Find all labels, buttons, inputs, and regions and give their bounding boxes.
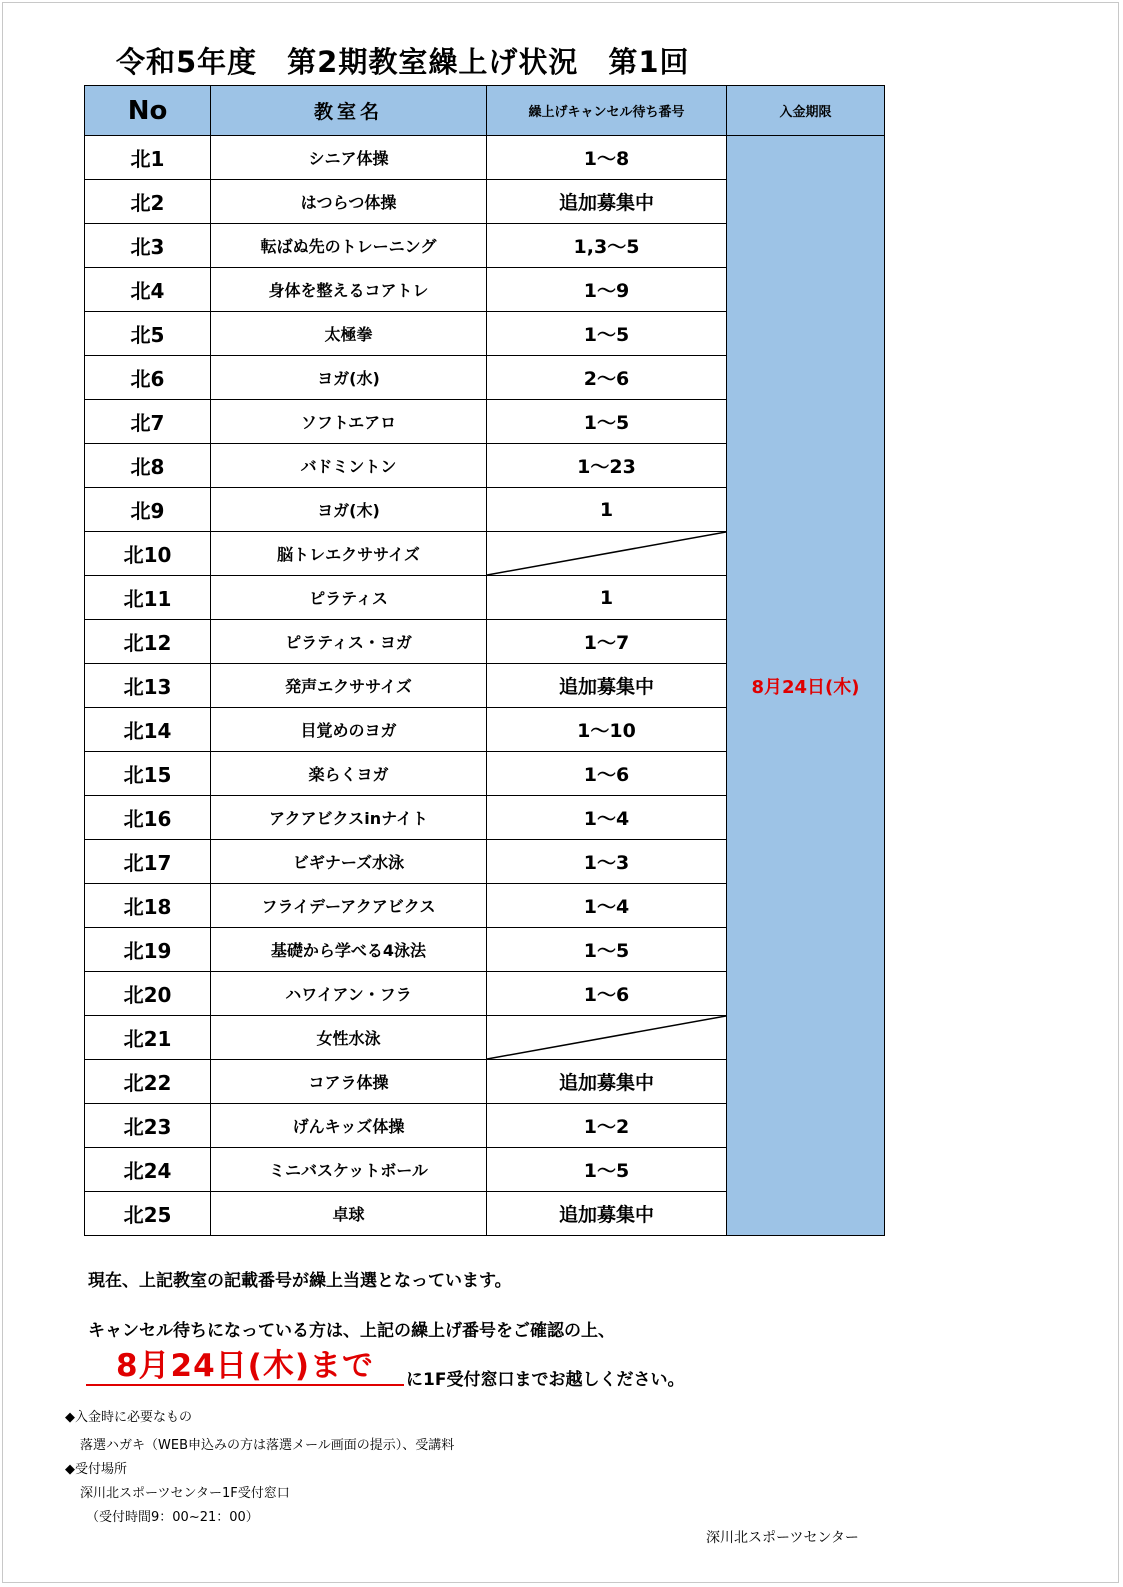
row-classroom-name: 身体を整えるコアトレ	[211, 268, 487, 312]
row-no: 北21	[85, 1016, 211, 1060]
row-classroom-name: 転ばぬ先のトレーニング	[211, 224, 487, 268]
row-no: 北13	[85, 664, 211, 708]
row-no: 北18	[85, 884, 211, 928]
row-classroom-name: 基礎から学べる4泳法	[211, 928, 487, 972]
row-waitlist-number: 1〜7	[487, 620, 727, 664]
header-waitlist-number: 繰上げキャンセル待ち番号	[487, 86, 727, 136]
row-waitlist-number: 1〜2	[487, 1104, 727, 1148]
row-no: 北9	[85, 488, 211, 532]
row-classroom-name: シニア体操	[211, 136, 487, 180]
reception-place-heading: ◆受付場所	[65, 1462, 127, 1477]
table-body	[85, 136, 885, 1236]
row-waitlist-number: 1〜6	[487, 972, 727, 1016]
table-header-row	[85, 86, 885, 136]
row-classroom-name: ピラティス・ヨガ	[211, 620, 487, 664]
row-waitlist-number: 追加募集中	[487, 1060, 727, 1104]
classroom-status-table	[84, 85, 885, 1236]
row-no: 北17	[85, 840, 211, 884]
row-classroom-name: 目覚めのヨガ	[211, 708, 487, 752]
row-no: 北24	[85, 1148, 211, 1192]
row-no: 北11	[85, 576, 211, 620]
reception-place: 深川北スポーツセンター1F受付窓口	[80, 1486, 290, 1501]
diagonal-slash	[487, 532, 726, 575]
row-no: 北5	[85, 312, 211, 356]
row-classroom-name: 発声エクササイズ	[211, 664, 487, 708]
row-no: 北1	[85, 136, 211, 180]
row-waitlist-number: 1	[487, 488, 727, 532]
row-classroom-name: ソフトエアロ	[211, 400, 487, 444]
footer-organization: 深川北スポーツセンター	[706, 1530, 859, 1546]
row-waitlist-number: 1〜4	[487, 884, 727, 928]
row-waitlist-number: 追加募集中	[487, 1192, 727, 1236]
row-no: 北12	[85, 620, 211, 664]
row-no: 北14	[85, 708, 211, 752]
row-waitlist-number: 1〜5	[487, 400, 727, 444]
header-classroom-name: 教室名	[211, 86, 487, 136]
notice-deadline-suffix: に1F受付窓口までお越しください。	[406, 1370, 685, 1390]
row-waitlist-number: 1〜5	[487, 312, 727, 356]
row-classroom-name: ハワイアン・フラ	[211, 972, 487, 1016]
row-no: 北10	[85, 532, 211, 576]
notice-line-2: キャンセル待ちになっている方は、上記の繰上げ番号をご確認の上、	[88, 1321, 615, 1341]
row-waitlist-number: 1〜23	[487, 444, 727, 488]
row-classroom-name: はつらつ体操	[211, 180, 487, 224]
table-row	[85, 136, 885, 180]
row-classroom-name: アクアビクスinナイト	[211, 796, 487, 840]
row-classroom-name: 女性水泳	[211, 1016, 487, 1060]
row-waitlist-number: 追加募集中	[487, 180, 727, 224]
row-no: 北25	[85, 1192, 211, 1236]
row-no: 北6	[85, 356, 211, 400]
row-classroom-name: 卓球	[211, 1192, 487, 1236]
row-no: 北19	[85, 928, 211, 972]
row-classroom-name: ヨガ(木)	[211, 488, 487, 532]
row-no: 北3	[85, 224, 211, 268]
row-waitlist-number: 2〜6	[487, 356, 727, 400]
row-waitlist-number: 1〜6	[487, 752, 727, 796]
header-no: No	[85, 86, 211, 136]
row-waitlist-empty	[487, 532, 727, 576]
row-waitlist-number: 追加募集中	[487, 664, 727, 708]
row-no: 北8	[85, 444, 211, 488]
row-waitlist-number: 1,3〜5	[487, 224, 727, 268]
reception-hours: （受付時間9：00~21：00）	[86, 1510, 259, 1525]
row-classroom-name: コアラ体操	[211, 1060, 487, 1104]
row-classroom-name: バドミントン	[211, 444, 487, 488]
row-waitlist-number: 1〜9	[487, 268, 727, 312]
row-classroom-name: フライデーアクアビクス	[211, 884, 487, 928]
required-items-heading: ◆入金時に必要なもの	[65, 1410, 192, 1425]
document-title: 令和5年度 第2期教室繰上げ状況 第1回	[116, 45, 690, 79]
row-classroom-name: ビギナーズ水泳	[211, 840, 487, 884]
row-classroom-name: ヨガ(水)	[211, 356, 487, 400]
required-items: 落選ハガキ（WEB申込みの方は落選メール画面の提示）、受講料	[80, 1438, 455, 1453]
row-classroom-name: げんキッズ体操	[211, 1104, 487, 1148]
row-no: 北20	[85, 972, 211, 1016]
row-waitlist-number: 1〜3	[487, 840, 727, 884]
header-payment-deadline: 入金期限	[727, 86, 885, 136]
row-no: 北7	[85, 400, 211, 444]
row-classroom-name: 太極拳	[211, 312, 487, 356]
row-waitlist-number: 1〜5	[487, 928, 727, 972]
row-waitlist-number: 1〜10	[487, 708, 727, 752]
notice-line-1: 現在、上記教室の記載番号が繰上当選となっています。	[88, 1271, 512, 1291]
row-no: 北15	[85, 752, 211, 796]
row-classroom-name: ピラティス	[211, 576, 487, 620]
row-waitlist-number: 1〜8	[487, 136, 727, 180]
row-no: 北23	[85, 1104, 211, 1148]
row-no: 北2	[85, 180, 211, 224]
row-no: 北16	[85, 796, 211, 840]
row-no: 北4	[85, 268, 211, 312]
row-waitlist-empty	[487, 1016, 727, 1060]
row-waitlist-number: 1〜5	[487, 1148, 727, 1192]
notice-deadline: 8月24日(木)まで	[86, 1348, 404, 1386]
row-classroom-name: 楽らくヨガ	[211, 752, 487, 796]
row-no: 北22	[85, 1060, 211, 1104]
payment-deadline: 8月24日(木)	[727, 136, 885, 1236]
row-classroom-name: ミニバスケットボール	[211, 1148, 487, 1192]
diagonal-slash	[487, 1016, 726, 1059]
row-waitlist-number: 1〜4	[487, 796, 727, 840]
row-classroom-name: 脳トレエクササイズ	[211, 532, 487, 576]
row-waitlist-number: 1	[487, 576, 727, 620]
